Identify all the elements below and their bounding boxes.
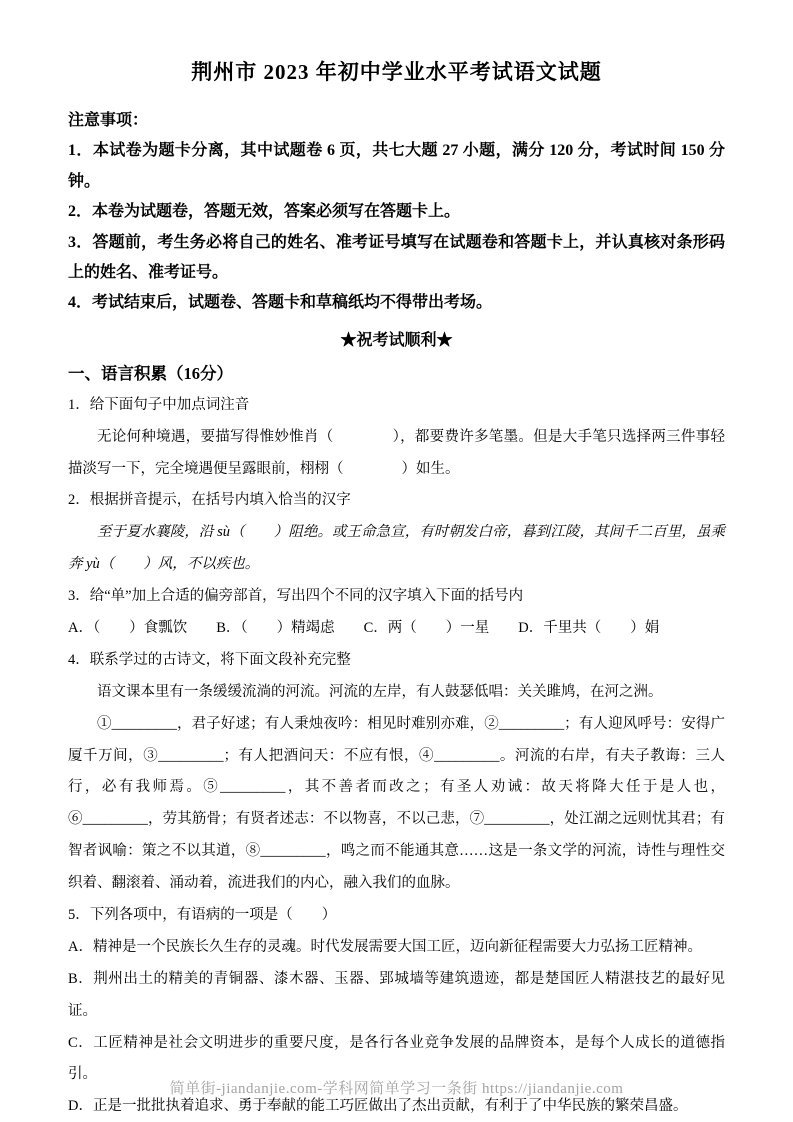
notice-item-1: 1．本试卷为题卡分离，其中试题卷 6 页，共七大题 27 小题，满分 120 分，考试时间 150 分钟。	[68, 142, 725, 190]
question-2-passage: 至于夏水襄陵，沿 sù（ ）阻绝。或王命急宣，有时朝发白帝，暮到江陵，其间千二百里，虽乘奔 yù（ ）风，不以疾也。	[68, 524, 725, 573]
question-5-option-d: D．正是一批批执着追求、勇于奉献的能工巧匠做出了杰出贡献，有利于了中华民族的繁荣昌盛。	[68, 1098, 688, 1115]
question-3-options: A．（ ）食瓢饮 B．（ ）精竭虑 C．两（ ）一星 D．千里共（ ）娟	[68, 619, 660, 636]
question-1-passage: 无论何种境遇，要描写得惟妙惟肖（ ），都要费许多笔墨。但是大手笔只选择两三件事轻描淡写一下，完全境遇便呈露眼前，栩栩（ ）如生。	[68, 428, 725, 477]
question-4-passage-intro: 语文课本里有一条缓缓流淌的河流。河流的左岸，有人鼓瑟低唱：关关雎鸠，在河之洲。	[97, 683, 663, 700]
question-5-option-b: B．荆州出土的精美的青铜器、漆木器、玉器、郢城墙等建筑遗迹，都是楚国匠人精湛技艺的最好见证。	[68, 970, 725, 1019]
question-2-stem: 2．根据拼音提示，在括号内填入恰当的汉字	[68, 492, 351, 509]
question-3	[68, 581, 725, 645]
notice-item-3: 3．答题前，考生务必将自己的姓名、准考证号填写在试题卷和答题卡上，并认真核对条形码上的姓名、准考证号。	[68, 233, 725, 281]
question-4-passage-main: ①_________，君子好逑；有人秉烛夜吟：相见时难别亦难，②_________；有人迎风呼号：安得广厦千万间，③_________；有人把酒问天：不应有恨，④_________。河流的右岸，有夫子教诲：三人行，必有我师焉。⑤_________，其不善者而改之；有圣人劝诫：故天将降大任于是人也，⑥_________，劳其筋骨；有贤者述志：不以物喜，不以己悲，⑦_________，处江湖之远则忧其君；有智者讽喻：策之不以其道，⑧_________，鸣之而不能通其意……这是一条文学的河流，诗性与理性交织着、翻滚着、涌动着，流进我们的内心，融入我们的血脉。	[68, 715, 725, 892]
question-5-stem: 5．下列各项中，有语病的一项是（ ）	[68, 906, 337, 923]
notice-item-4: 4．考试结束后，试题卷、答题卡和草稿纸均不得带出考场。	[68, 294, 493, 312]
footer-watermark: 简单街-jiandanjie.com-学科网简单学习一条街 https://jiandanjie.com	[169, 1081, 624, 1097]
question-1-stem: 1．给下面句子中加点词注音	[68, 396, 250, 413]
exam-wish-line: ★祝考试顺利★	[340, 331, 453, 349]
question-5-option-a: A．精神是一个民族长久生存的灵魂。时代发展需要大国工匠，迈向新征程需要大力弘扬工匠精神。	[68, 938, 702, 955]
question-2	[68, 485, 725, 581]
notice-section	[68, 106, 725, 319]
exam-title: 荆州市 2023 年初中学业水平考试语文试题	[191, 60, 602, 84]
notice-heading: 注意事项：	[68, 112, 149, 129]
question-1	[68, 390, 725, 486]
question-4-stem: 4．联系学过的古诗文，将下面文段补充完整	[68, 651, 351, 668]
section-1-heading: 一、语言积累（16分）	[68, 363, 233, 383]
question-5-option-c: C．工匠精神是社会文明进步的重要尺度，是各行各业竞争发展的品牌资本，是每个人成长的道德指引。	[68, 1034, 725, 1083]
question-4	[68, 645, 725, 900]
notice-item-2: 2．本卷为试题卷，答题无效，答案必须写在答题卡上。	[68, 203, 461, 221]
question-3-stem: 3．给“单”加上合适的偏旁部首，写出四个不同的汉字填入下面的括号内	[68, 588, 524, 605]
